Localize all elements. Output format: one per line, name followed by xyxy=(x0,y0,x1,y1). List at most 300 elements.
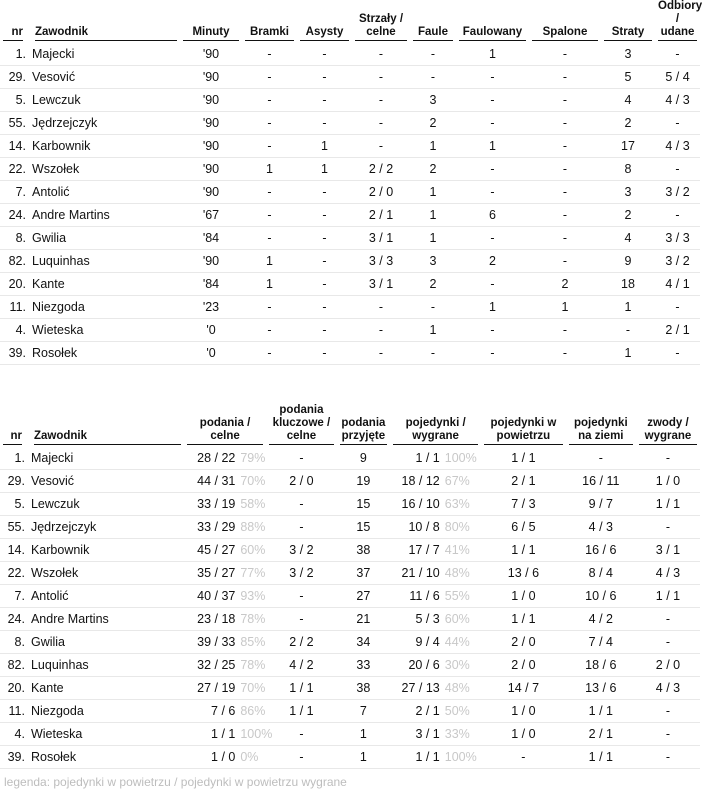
percent-cell-text: 44% xyxy=(444,635,470,649)
table-row xyxy=(0,470,700,493)
player-name-text: Wieteska xyxy=(32,323,84,337)
stat-cell xyxy=(352,43,410,66)
stat-cell-text: 4 / 1 xyxy=(665,277,690,291)
percent-cell-text: 79% xyxy=(240,451,266,465)
stat-cell xyxy=(352,135,410,158)
percent-cell xyxy=(235,723,273,746)
stat-cell-text: - xyxy=(490,162,495,176)
stat-cell-text: 1 xyxy=(489,300,496,314)
stat-cell xyxy=(242,273,297,296)
stat-cell xyxy=(390,608,440,631)
table1-header-row xyxy=(0,0,700,43)
player-name-text: Wieteska xyxy=(30,727,83,741)
stat-cell xyxy=(636,470,700,493)
stat-cell-text: - xyxy=(267,208,272,222)
stat-cell-text: 2 xyxy=(429,162,437,176)
stat-cell xyxy=(655,135,700,158)
stat-cell xyxy=(242,89,297,112)
stat-cell xyxy=(410,273,456,296)
stat-cell-text: 5. xyxy=(15,93,26,107)
stat-cell xyxy=(337,608,391,631)
stat-cell-text: - xyxy=(267,139,272,153)
stat-cell-text: 18 / 12 xyxy=(401,474,440,488)
stat-cell xyxy=(337,516,391,539)
stat-cell xyxy=(184,516,236,539)
stat-cell-text: 1 / 1 xyxy=(289,681,314,695)
stat-cell-text: 3 xyxy=(429,254,437,268)
stat-cell xyxy=(184,608,236,631)
stat-cell xyxy=(601,319,655,342)
stat-cell-text: 18 / 6 xyxy=(585,658,617,672)
stat-cell-text: '84 xyxy=(202,231,220,245)
stat-cell-text: - xyxy=(299,727,304,741)
stat-cell xyxy=(266,585,336,608)
stat-cell xyxy=(566,493,636,516)
stat-cell xyxy=(184,493,236,516)
stat-cell xyxy=(0,677,31,700)
stat-cell-text: 24. xyxy=(7,612,25,626)
stat-cell xyxy=(456,204,529,227)
stat-cell xyxy=(655,204,700,227)
stat-cell xyxy=(601,273,655,296)
stat-cell xyxy=(390,539,440,562)
stat-cell-text: 2 / 0 xyxy=(655,658,681,672)
stat-cell-text: 1 xyxy=(489,47,496,61)
table2-header-text: Zawodnik xyxy=(34,430,181,445)
stat-cell-text: 39 / 33 xyxy=(197,635,236,649)
stat-cell-text: - xyxy=(322,300,327,314)
stat-cell-text: - xyxy=(490,346,495,360)
stat-cell-text: - xyxy=(322,93,327,107)
percent-cell-text: 93% xyxy=(240,589,266,603)
percent-cell xyxy=(235,677,266,700)
percent-cell xyxy=(235,585,266,608)
stat-cell xyxy=(601,66,655,89)
stat-cell xyxy=(180,158,242,181)
stat-cell-text: 22. xyxy=(7,566,25,580)
stat-cell xyxy=(410,158,456,181)
stat-cell-text: - xyxy=(675,208,680,222)
stat-cell-text: - xyxy=(299,520,304,534)
stat-cell-text: 3 / 1 xyxy=(415,727,440,741)
stat-cell-text: - xyxy=(299,750,304,764)
table2-header-text: pojedynki na ziemi xyxy=(569,417,633,445)
stat-cell-text: 2 / 2 xyxy=(289,635,314,649)
stat-cell xyxy=(566,562,636,585)
stat-cell xyxy=(456,227,529,250)
stat-cell xyxy=(566,470,636,493)
stat-cell-text: - xyxy=(322,185,327,199)
percent-cell-text: 55% xyxy=(444,589,470,603)
stat-cell xyxy=(636,447,700,470)
player-name-text: Andre Martins xyxy=(32,208,110,222)
stat-cell-text: 4 xyxy=(624,93,632,107)
stat-cell xyxy=(297,273,352,296)
stat-cell xyxy=(655,319,700,342)
stat-cell xyxy=(297,227,352,250)
percent-cell-text: 60% xyxy=(240,543,266,557)
stat-cell xyxy=(390,700,440,723)
stat-cell-text: 1 / 0 xyxy=(211,750,236,764)
stat-cell xyxy=(180,273,242,296)
stat-cell xyxy=(390,585,440,608)
table-row xyxy=(0,539,700,562)
stat-cell xyxy=(410,296,456,319)
table-row xyxy=(0,746,700,769)
stat-cell-text: - xyxy=(267,47,272,61)
stat-cell-text: - xyxy=(675,116,680,130)
stat-cell-text: - xyxy=(378,116,384,130)
stat-cell-text: 33 / 19 xyxy=(197,497,236,511)
stat-cell-text: '0 xyxy=(206,346,216,360)
stat-cell xyxy=(456,66,529,89)
stat-cell-text: 37 xyxy=(356,566,371,580)
stat-cell-text: 3 / 1 xyxy=(368,231,394,245)
table-row xyxy=(0,342,700,365)
stat-cell xyxy=(601,227,655,250)
stat-cell-text: 16 / 6 xyxy=(585,543,617,557)
stat-cell-text: 2 / 0 xyxy=(289,474,314,488)
table1-header xyxy=(601,0,655,43)
stat-cell-text: 1 xyxy=(624,300,632,314)
stat-cell-text: - xyxy=(267,323,272,337)
percent-cell-text: 77% xyxy=(240,566,266,580)
stat-cell-text: 29. xyxy=(7,474,25,488)
stat-cell-text: 2 xyxy=(624,116,632,130)
stat-cell xyxy=(297,43,352,66)
stat-cell-text: 45 / 27 xyxy=(197,543,236,557)
table1-header-text: nr xyxy=(3,26,23,41)
stat-cell-text: 18 xyxy=(621,277,635,291)
player-name xyxy=(32,66,180,89)
stat-cell-text: 8. xyxy=(14,635,25,649)
stat-cell xyxy=(266,562,336,585)
stat-cell xyxy=(601,296,655,319)
percent-cell xyxy=(440,539,481,562)
stat-cell-text: - xyxy=(430,47,436,61)
stat-cell xyxy=(636,677,700,700)
stat-cell xyxy=(481,608,566,631)
stat-cell xyxy=(481,562,566,585)
stat-cell-text: 7 / 3 xyxy=(511,497,536,511)
stat-cell-text: 1 / 1 xyxy=(289,704,314,718)
stat-cell xyxy=(184,631,236,654)
stat-cell xyxy=(184,539,236,562)
stat-cell-text: 2 / 0 xyxy=(511,635,536,649)
stat-cell xyxy=(180,319,242,342)
table1-header-text: Odbiory / udane xyxy=(658,0,697,41)
table1-header-text: Zawodnik xyxy=(35,26,177,41)
percent-cell-text: 50% xyxy=(444,704,470,718)
stat-cell-text: - xyxy=(562,231,568,245)
stat-cell-text: - xyxy=(665,520,671,534)
stat-cell xyxy=(481,447,566,470)
stat-cell xyxy=(655,342,700,365)
player-name xyxy=(32,112,180,135)
stat-cell xyxy=(410,227,456,250)
stat-cell-text: - xyxy=(665,612,671,626)
stat-cell-text: 11. xyxy=(8,704,25,718)
stat-cell xyxy=(337,631,391,654)
stat-cell-text: - xyxy=(562,254,568,268)
stat-cell-text: 27 xyxy=(356,589,371,603)
table2-header xyxy=(337,403,391,447)
stat-cell xyxy=(390,447,440,470)
stat-cell-text: - xyxy=(598,451,603,465)
percent-cell-text: 67% xyxy=(444,474,470,488)
stat-cell-text: 14. xyxy=(8,139,26,153)
stat-cell xyxy=(0,250,32,273)
percent-cell xyxy=(440,677,481,700)
table-row xyxy=(0,493,700,516)
table-row xyxy=(0,181,700,204)
stat-cell-text: 5 / 4 xyxy=(665,70,690,84)
stat-cell xyxy=(456,273,529,296)
stat-cell-text: - xyxy=(322,116,327,130)
table2-header-text: podania kluczowe / celne xyxy=(269,404,333,445)
stat-cell xyxy=(352,158,410,181)
stat-cell-text: 9 xyxy=(624,254,632,268)
stat-cell xyxy=(529,296,601,319)
stat-cell-text: 27 / 13 xyxy=(401,681,440,695)
table1-header xyxy=(655,0,703,43)
stat-cell-text: 7. xyxy=(14,589,25,603)
stat-cell xyxy=(184,746,236,769)
stat-cell-text: 2 / 1 xyxy=(665,323,690,337)
stat-cell xyxy=(390,470,440,493)
stat-cell xyxy=(566,723,636,746)
player-name xyxy=(32,43,180,66)
stat-cell-text: - xyxy=(322,346,327,360)
stat-cell-text: 8. xyxy=(15,231,26,245)
stat-cell xyxy=(352,89,410,112)
stat-cell-text: 82. xyxy=(8,254,26,268)
percent-cell xyxy=(235,493,266,516)
stat-cell-text: 3 / 1 xyxy=(368,277,394,291)
stat-cell-text: 1 xyxy=(359,750,367,764)
player-name-text: Luquinhas xyxy=(30,658,89,672)
stat-cell-text: 1 xyxy=(489,139,496,153)
table-row xyxy=(0,158,700,181)
stat-cell xyxy=(0,447,31,470)
stat-cell-text: 8 / 4 xyxy=(588,566,613,580)
percent-cell xyxy=(440,608,481,631)
stat-cell-text: 2 xyxy=(624,208,632,222)
stat-cell-text: 40 / 37 xyxy=(197,589,236,603)
stat-cell xyxy=(410,135,456,158)
table2-header xyxy=(266,403,336,447)
player-name xyxy=(31,470,184,493)
stat-cell-text: 3 / 2 xyxy=(289,566,314,580)
stat-cell-text: 7 / 4 xyxy=(588,635,613,649)
stat-cell xyxy=(297,181,352,204)
stat-cell xyxy=(456,43,529,66)
stat-cell-text: 9 / 4 xyxy=(415,635,440,649)
stat-cell-text: 15 xyxy=(356,520,371,534)
table-row xyxy=(0,89,700,112)
stat-cell xyxy=(410,43,456,66)
stat-cell-text: 55. xyxy=(7,520,25,534)
stat-cell xyxy=(242,43,297,66)
stat-cell-text: 3 / 2 xyxy=(289,543,314,557)
stat-cell xyxy=(390,493,440,516)
stat-cell-text: 11. xyxy=(9,300,26,314)
stat-cell-text: - xyxy=(430,70,436,84)
stat-cell xyxy=(297,112,352,135)
stat-cell-text: 5. xyxy=(14,497,25,511)
stat-cell xyxy=(0,112,32,135)
stat-cell xyxy=(0,631,31,654)
stat-cell xyxy=(266,654,336,677)
stat-cell-text: - xyxy=(562,346,568,360)
stat-cell-text: 1 / 1 xyxy=(588,704,613,718)
stat-cell xyxy=(601,112,655,135)
player-name xyxy=(31,516,184,539)
stat-cell-text: 55. xyxy=(8,116,26,130)
stat-cell xyxy=(352,250,410,273)
stat-cell-text: 1 / 0 xyxy=(511,589,536,603)
stat-cell-text: 1 / 1 xyxy=(588,750,613,764)
stat-cell-text: 2 xyxy=(429,116,437,130)
player-name-text: Kante xyxy=(32,277,65,291)
stat-cell-text: '67 xyxy=(202,208,220,222)
stat-cell xyxy=(410,89,456,112)
stat-cell-text: 4 / 3 xyxy=(665,139,690,153)
table-row xyxy=(0,43,700,66)
stat-cell xyxy=(655,227,700,250)
stat-cell xyxy=(352,204,410,227)
stat-cell-text: 2 / 0 xyxy=(511,658,536,672)
percent-cell-text: 100% xyxy=(444,750,477,764)
stat-cell-text: - xyxy=(521,750,526,764)
stat-cell xyxy=(655,66,700,89)
stat-cell xyxy=(410,250,456,273)
stat-cell-text: 3 / 3 xyxy=(665,231,690,245)
stat-cell-text: - xyxy=(625,323,631,337)
stat-cell-text: '90 xyxy=(202,185,220,199)
stat-cell xyxy=(636,700,700,723)
stat-cell xyxy=(180,112,242,135)
player-name xyxy=(32,273,180,296)
stat-cell-text: '23 xyxy=(202,300,220,314)
stat-cell xyxy=(337,654,391,677)
stat-cell xyxy=(529,89,601,112)
stat-cell xyxy=(481,539,566,562)
player-name-text: Majecki xyxy=(32,47,75,61)
stat-cell xyxy=(242,227,297,250)
table-row xyxy=(0,631,700,654)
percent-cell xyxy=(235,700,266,723)
stat-cell xyxy=(352,112,410,135)
table2-header-text: podania przyjęte xyxy=(340,417,388,445)
percent-cell-text: 100% xyxy=(444,451,477,465)
player-name xyxy=(32,158,180,181)
player-name-text: Lewczuk xyxy=(32,93,81,107)
stat-cell xyxy=(481,746,566,769)
stat-cell-text: - xyxy=(675,346,680,360)
stat-cell xyxy=(636,539,700,562)
stat-cell xyxy=(636,631,700,654)
stat-cell-text: 28 / 22 xyxy=(197,451,236,465)
stat-cell xyxy=(456,319,529,342)
table-row xyxy=(0,227,700,250)
stat-cell-text: 7 / 6 xyxy=(211,704,236,718)
stat-cell xyxy=(0,296,32,319)
percent-cell xyxy=(440,723,481,746)
stat-cell-text: - xyxy=(299,497,304,511)
table1-header-text: Strzały / celne xyxy=(355,13,407,41)
stat-cell xyxy=(266,677,336,700)
stat-cell-text: - xyxy=(490,323,495,337)
stat-cell xyxy=(266,539,336,562)
stat-cell-text: 10 / 6 xyxy=(585,589,617,603)
stat-cell xyxy=(266,447,336,470)
percent-cell xyxy=(235,562,266,585)
table-row xyxy=(0,112,700,135)
stat-cell-text: 38 xyxy=(356,543,371,557)
percent-cell-text: 33% xyxy=(444,727,470,741)
player-name-text: Vesović xyxy=(32,70,76,84)
stat-cell xyxy=(337,539,391,562)
stat-cell-text: 4. xyxy=(15,323,26,337)
stat-cell xyxy=(184,447,236,470)
stat-cell xyxy=(456,250,529,273)
percent-cell xyxy=(235,470,266,493)
percent-cell-text: 85% xyxy=(240,635,266,649)
stat-cell-text: 9 / 7 xyxy=(588,497,613,511)
stat-cell xyxy=(352,342,410,365)
stat-cell-text: 17 xyxy=(621,139,635,153)
stat-cell-text: 1 xyxy=(429,323,437,337)
stat-cell xyxy=(184,700,236,723)
stat-cell-text: - xyxy=(267,231,272,245)
stat-cell-text: 1 / 1 xyxy=(415,750,440,764)
stat-cell xyxy=(352,296,410,319)
table1-header xyxy=(410,0,456,43)
stat-cell-text: - xyxy=(267,70,272,84)
stat-cell xyxy=(297,66,352,89)
player-name xyxy=(32,181,180,204)
percent-cell-text: 58% xyxy=(240,497,266,511)
stat-cell-text: 24. xyxy=(8,208,26,222)
stat-cell-text: 2 / 2 xyxy=(368,162,394,176)
stat-cell xyxy=(636,493,700,516)
player-name xyxy=(32,227,180,250)
percent-cell-text: 60% xyxy=(444,612,470,626)
passing-duels-table xyxy=(0,403,700,769)
table1-header xyxy=(529,0,601,43)
stat-cell xyxy=(180,296,242,319)
stat-cell-text: 23 / 18 xyxy=(197,612,236,626)
stat-cell xyxy=(0,89,32,112)
stat-cell xyxy=(636,723,700,746)
stat-cell-text: - xyxy=(378,70,384,84)
stat-cell-text: 20. xyxy=(8,277,26,291)
table1-header xyxy=(0,0,32,43)
stat-cell xyxy=(180,342,242,365)
player-name xyxy=(31,447,184,470)
stat-cell xyxy=(0,746,31,769)
player-name-text: Jędrzejczyk xyxy=(30,520,97,534)
stat-cell-text: 21 / 10 xyxy=(401,566,440,580)
stat-cell-text: 1 xyxy=(429,139,437,153)
stat-cell xyxy=(242,296,297,319)
stat-cell-text: - xyxy=(562,185,568,199)
stat-cell xyxy=(390,677,440,700)
stat-cell xyxy=(180,135,242,158)
stat-cell xyxy=(481,470,566,493)
stat-cell-text: 39. xyxy=(8,346,26,360)
